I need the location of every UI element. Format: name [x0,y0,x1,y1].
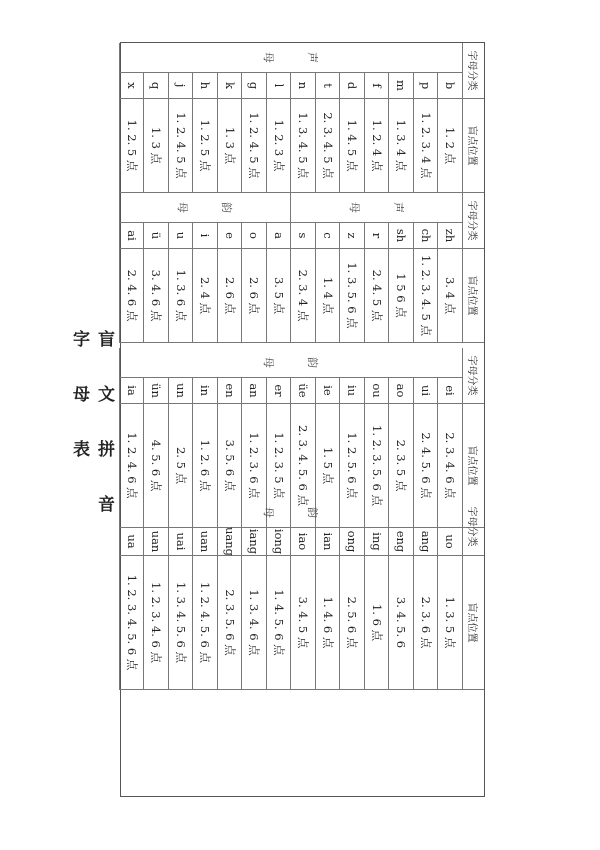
header-position: 盲点位置 [462,404,484,528]
letter-cell: iu [340,378,365,404]
dots-cell: 1. 2. 3. 4. 5 点 [413,249,438,343]
letter-cell: s [291,223,316,249]
letter-cell: ia [119,378,144,404]
dots-cell: 1. 2. 3. 4. 6 点 [144,556,169,690]
letter-cell: f [364,73,389,99]
dots-cell: 1. 3. 4 点 [389,99,414,193]
letter-cell: u [168,223,193,249]
header-category: 字母分类 [462,498,484,556]
category-char: 母 [347,202,361,213]
letter-cell: un [168,378,193,404]
category-label [119,498,462,528]
category-char: 声 [306,52,319,63]
letter-cell: ie [315,378,340,404]
header-position: 盲点位置 [462,249,484,343]
letter-cell: c [315,223,340,249]
category-label [119,43,462,73]
letter-cell: uan [193,528,218,556]
dots-cell: 2. 4. 6 点 [119,249,144,343]
dots-cell: 2. 3. 4. 5. 6 点 [291,404,316,528]
dots-cell: 1. 4. 5 点 [340,99,365,193]
category-char: 母 [176,202,190,213]
dots-cell: 3. 5. 6 点 [217,404,242,528]
braille-pinyin-table [120,42,485,797]
category-label [119,348,462,378]
dots-cell: 1. 2. 3. 4 点 [413,99,438,193]
dots-cell: 2. 4. 5 点 [364,249,389,343]
letter-cell: p [413,73,438,99]
dots-cell: 3. 5 点 [266,249,291,343]
dots-cell: 2. 3. 4 点 [291,249,316,343]
dots-cell: 1. 2 点 [438,99,463,193]
letter-cell: ei [438,378,463,404]
dots-cell: 1. 2. 4. 5. 6 点 [193,556,218,690]
dots-cell: 1. 4. 5. 6 点 [266,556,291,690]
dots-cell: 1. 2. 5 点 [119,99,144,193]
letter-cell: üe [291,378,316,404]
letter-cell: q [144,73,169,99]
dots-cell: 4. 5. 6 点 [144,404,169,528]
page-title: 盲 文 拼 音 字 母 表 [69,330,114,521]
dots-cell: 1. 6 点 [364,556,389,690]
dots-cell: 1. 2. 4. 5 点 [168,99,193,193]
dots-cell: 1. 3. 4. 6 点 [242,556,267,690]
dots-cell: 1. 4. 6 点 [315,556,340,690]
letter-cell: k [217,73,242,99]
letter-cell: in [193,378,218,404]
letter-cell: er [266,378,291,404]
braille-pinyin-table-wrapper [120,42,485,797]
dots-cell: 1. 2. 3. 5. 6 点 [364,404,389,528]
header-category: 字母分类 [462,348,484,404]
header-position: 盲点位置 [462,99,484,193]
letter-cell: uai [168,528,193,556]
dots-cell: 2. 5. 6 点 [340,556,365,690]
category-char: 母 [262,507,275,518]
category-char: 韵 [220,202,234,213]
dots-cell: 1. 3 点 [144,99,169,193]
dots-cell: 3. 4. 6 点 [144,249,169,343]
dots-cell: 2. 6 点 [242,249,267,343]
dots-cell: 1. 3 点 [217,99,242,193]
category-char: 母 [262,357,275,368]
dots-cell: 3. 4. 5 点 [291,556,316,690]
dots-cell: 1. 4 点 [315,249,340,343]
dots-cell: 1. 2. 5. 6 点 [340,404,365,528]
letter-cell: d [340,73,365,99]
letter-cell: j [168,73,193,99]
dots-cell: 2. 3. 4. 6 点 [438,404,463,528]
category-char: 声 [391,202,405,213]
letter-cell: e [217,223,242,249]
category-label [119,193,291,223]
dots-cell: 2. 6 点 [217,249,242,343]
dots-cell: 1. 2. 3. 5 点 [266,404,291,528]
letter-cell: iao [291,528,316,556]
letter-cell: uang [217,528,242,556]
letter-cell: ui [413,378,438,404]
letter-cell: ün [144,378,169,404]
dots-cell: 1. 3. 6 点 [168,249,193,343]
letter-cell: ang [413,528,438,556]
header-category: 字母分类 [462,43,484,99]
letter-cell: ch [413,223,438,249]
dots-cell: 2. 4 点 [193,249,218,343]
letter-cell: h [193,73,218,99]
letter-cell: iong [266,528,291,556]
dots-cell: 1. 3. 5. 6 点 [340,249,365,343]
letter-cell: n [291,73,316,99]
category-char: 韵 [306,357,319,368]
letter-cell: uan [144,528,169,556]
letter-cell: t [315,73,340,99]
letter-cell: eng [389,528,414,556]
letter-cell: ing [364,528,389,556]
letter-cell: i [193,223,218,249]
letter-cell: ua [119,528,144,556]
letter-cell: o [242,223,267,249]
letter-cell: zh [438,223,463,249]
dots-cell: 2. 3. 5 点 [389,404,414,528]
dots-cell: 1. 2. 6 点 [193,404,218,528]
dots-cell: 1. 2. 3 点 [266,99,291,193]
letter-cell: r [364,223,389,249]
letter-cell: g [242,73,267,99]
dots-cell: 2. 3. 5. 6 点 [217,556,242,690]
dots-cell: 3. 4. 5. 6 [389,556,414,690]
letter-cell: ou [364,378,389,404]
letter-cell: z [340,223,365,249]
letter-cell: ai [119,223,144,249]
category-char: 韵 [306,507,319,518]
dots-cell: 2. 3. 6 点 [413,556,438,690]
letter-cell: iang [242,528,267,556]
category-char: 母 [262,52,275,63]
letter-cell: uo [438,528,463,556]
header-category: 字母分类 [462,193,484,249]
letter-cell: ao [389,378,414,404]
letter-cell: m [389,73,414,99]
letter-cell: ü [144,223,169,249]
letter-cell: an [242,378,267,404]
dots-cell: 1. 2. 4. 6 点 [119,404,144,528]
dots-cell: 2. 3. 4. 5 点 [315,99,340,193]
category-label [291,193,463,223]
dots-cell: 1. 3. 4. 5. 6 点 [168,556,193,690]
dots-cell: 1. 2. 4 点 [364,99,389,193]
dots-cell: 1. 5 点 [315,404,340,528]
dots-cell: 2. 4. 5. 6 点 [413,404,438,528]
dots-cell: 1. 3. 5 点 [438,556,463,690]
letter-cell: ian [315,528,340,556]
dots-cell: 1 5 6 点 [389,249,414,343]
dots-cell: 3. 4 点 [438,249,463,343]
header-position: 盲点位置 [462,556,484,690]
dots-cell: 1. 2. 3. 6 点 [242,404,267,528]
dots-cell: 2. 5 点 [168,404,193,528]
dots-cell: 1. 2. 3. 4. 5. 6 点 [119,556,144,690]
letter-cell: x [119,73,144,99]
letter-cell: sh [389,223,414,249]
dots-cell: 1. 2. 4. 5 点 [242,99,267,193]
letter-cell: a [266,223,291,249]
letter-cell: ong [340,528,365,556]
letter-cell: l [266,73,291,99]
dots-cell: 1. 2. 5 点 [193,99,218,193]
letter-cell: b [438,73,463,99]
letter-cell: en [217,378,242,404]
dots-cell: 1. 3. 4. 5 点 [291,99,316,193]
